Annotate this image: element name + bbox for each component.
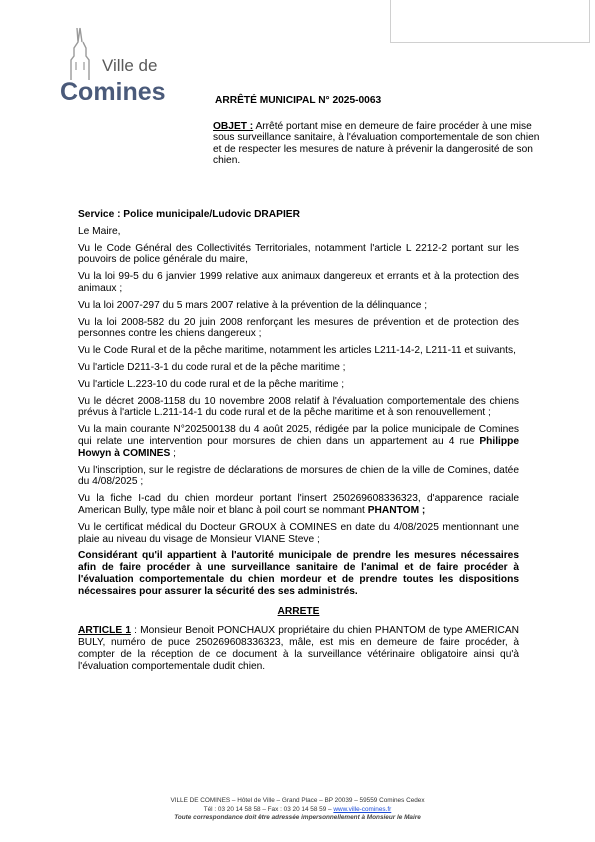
visa-paragraph (78, 424, 519, 459)
dog-name: PHANTOM ; (367, 504, 426, 516)
arrete-heading: ARRETE (277, 605, 320, 617)
visa-address: Philippe Howyn à COMINES (78, 435, 519, 459)
objet-label: OBJET : (213, 120, 254, 132)
visa-paragraph: Vu la loi 2007-297 du 5 mars 2007 relative à la prévention de la délinquance ; (78, 299, 428, 311)
visa-paragraph: Vu la loi 2008-582 du 20 juin 2008 renforçant les mesures de prévention et de protection des personnes contre les chiens dangereux ; (78, 316, 519, 340)
visa-text: Vu la fiche I-cad du chien mordeur portant l'insert 250269608336323, d'apparence raciale American Bully, type mâle noir et blanc à poil court se nommant (78, 493, 519, 516)
visa-paragraph: Vu le décret 2008-1158 du 10 novembre 2008 relatif à l'évaluation comportementale des chiens prévus à l'article L.211-14-1 du code rural et de la pêche maritime et à son renouvellement ; (78, 395, 519, 419)
visa-paragraph: Vu le certificat médical du Docteur GROUX à COMINES en date du 4/08/2025 mentionnant une plaie au niveau du visage de Monsieur VIANE Steve ; (78, 521, 519, 545)
visa-paragraph (78, 493, 519, 517)
website-link[interactable]: www.ville-comines.fr (333, 805, 392, 813)
article-1 (78, 625, 519, 672)
footer-contact (0, 806, 595, 815)
footer-phone: Tél : 03 20 14 58 58 – Fax : 03 20 14 58 59 – (203, 805, 334, 813)
header-block (213, 95, 543, 167)
objet-paragraph (213, 121, 543, 167)
visa-text: Vu la main courante N°202500138 du 4 août 2025, rédigée par la police municipale de Comines qui relate une intervention pour morsures de chien dans un appartement au 4 rue (78, 424, 519, 447)
footer-note: Toute correspondance doit être adressée impersonnellement à Monsieur le Maire (174, 814, 421, 822)
visa-paragraph: Vu l'article D211-3-1 du code rural et de la pêche maritime ; (78, 361, 346, 373)
logo-text-ville: Ville de (102, 56, 158, 75)
footer-address: VILLE DE COMINES – Hôtel de Ville – Grand Place – BP 20039 – 59559 Comines Cedex (170, 797, 425, 804)
stamp-box (390, 0, 590, 43)
visa-paragraph: Vu la loi 99-5 du 6 janvier 1999 relative aux animaux dangereux et errants et à la protection des animaux ; (78, 271, 519, 294)
service-line: Service : Police municipale/Ludovic DRAPIER (78, 209, 300, 220)
article-1-label: ARTICLE 1 (78, 625, 131, 637)
document-title: ARRÊTÉ MUNICIPAL N° 2025-0063 (215, 95, 382, 106)
objet-text: Arrêté portant mise en demeure de faire procéder à une mise sous surveillance sanitaire, à l'évaluation comportementale de son chien et de respecter les mesures de nature à prévenir la dangerosité de son chien. (213, 120, 540, 167)
city-logo (60, 26, 175, 112)
visa-paragraph: Vu le Code Général des Collectivités Territoriales, notamment l'article L 2212-2 portant sur les pouvoirs de police générale du maire, (78, 242, 519, 266)
logo-text-comines: Comines (60, 78, 166, 106)
visa-paragraph: Vu le Code Rural et de la pêche maritime, notamment les articles L211-14-2, L211-11 et suivants, (78, 345, 516, 357)
considerant-paragraph: Considérant qu'il appartient à l'autorité municipale de prendre les mesures nécessaires afin de faire procéder à une surveillance sanitaire de l'animal et de faire procéder à l'évaluation comportementale du chien mordeur et de prendre toutes les dispositions nécessaires pour assurer la sécurité des ses administrés. (78, 550, 519, 597)
page-footer (0, 797, 595, 823)
document-body (78, 209, 519, 678)
le-maire: Le Maire, (78, 225, 121, 237)
church-tower-icon (60, 26, 100, 82)
visa-text-end: ; (170, 447, 176, 459)
visa-paragraph: Vu l'inscription, sur le registre de déclarations de morsures de chien de la ville de Comines, datée du 4/08/2025 ; (78, 464, 519, 488)
visa-paragraph: Vu l'article L.223-10 du code rural et de la pêche maritime ; (78, 378, 345, 390)
article-1-text: : Monsieur Benoit PONCHAUX propriétaire du chien PHANTOM de type AMERICAN BULY, numéro de puce 250269608336323, mâle, est mis en demeure de faire procéder, à compter de la réception de ce document à la surveillance vétérinaire obligatoire ainsi qu'à l'évaluation comportementale dudit chien. (78, 625, 519, 672)
